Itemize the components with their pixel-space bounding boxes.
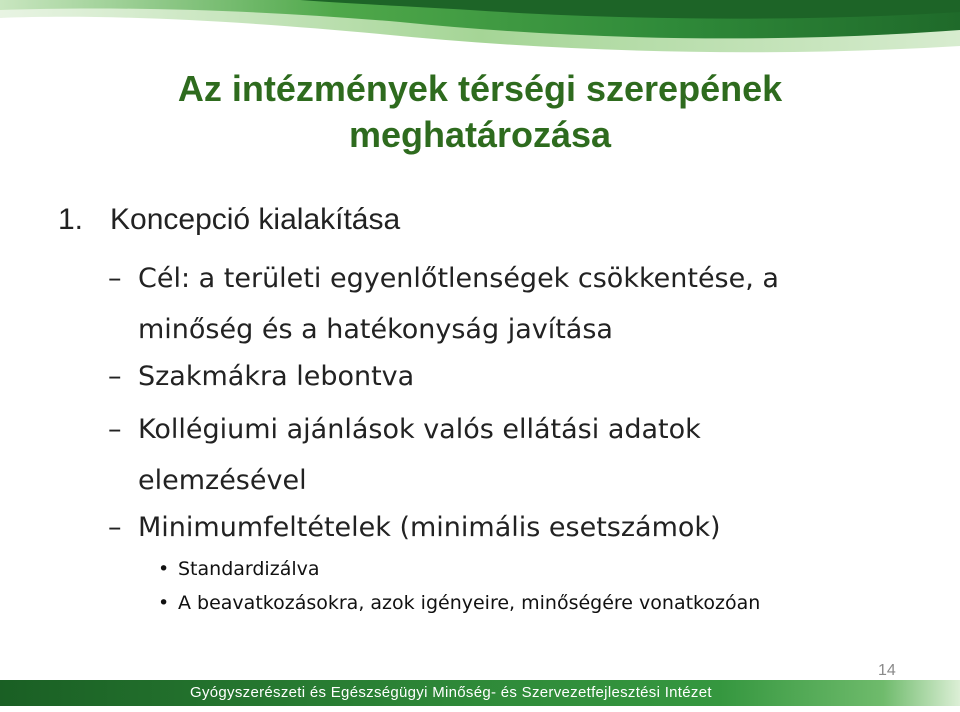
page-number: 14	[878, 662, 896, 679]
dash-item-minimum-requirements	[108, 502, 858, 553]
footer-bar	[0, 680, 960, 706]
item-text: Koncepció kialakítása	[110, 203, 401, 236]
bullet-standardized	[158, 558, 320, 580]
dash-item-text: Szakmákra lebontva	[138, 361, 415, 392]
footer-institute-name: Gyógyszerészeti és Egészségügyi Minőség- és Szervezetfejlesztési Intézet	[190, 684, 712, 701]
slide-title-line2: meghatározása	[348, 114, 612, 155]
item-number: 1.	[58, 203, 84, 236]
dash-item-specialties	[108, 351, 858, 402]
bullet-text: Standardizálva	[178, 558, 320, 580]
dash-item-goal	[108, 253, 858, 355]
top-wave-banner	[0, 0, 960, 70]
dash-marker: –	[108, 361, 122, 392]
slide-title-line1: Az intézmények térségi szerepének	[177, 68, 783, 109]
bullet-dot: •	[158, 592, 170, 614]
slide-title	[0, 66, 960, 158]
dash-marker: –	[108, 512, 122, 543]
dash-item-text: Cél: a területi egyenlőtlenségek csökkentése, a minőség és a hatékonyság javítása	[138, 263, 779, 345]
dash-marker: –	[108, 263, 122, 294]
bullet-text: A beavatkozásokra, azok igényeire, minőségére vonatkozóan	[178, 592, 761, 614]
dash-item-recommendations	[108, 404, 788, 506]
numbered-item-1	[58, 203, 400, 237]
dash-item-text: Minimumfeltételek (minimális esetszámok)	[138, 512, 721, 543]
dash-item-text: Kollégiumi ajánlások valós ellátási adatok elemzésével	[138, 414, 701, 496]
dash-marker: –	[108, 414, 122, 445]
bullet-interventions	[158, 592, 760, 614]
bullet-dot: •	[158, 558, 170, 580]
